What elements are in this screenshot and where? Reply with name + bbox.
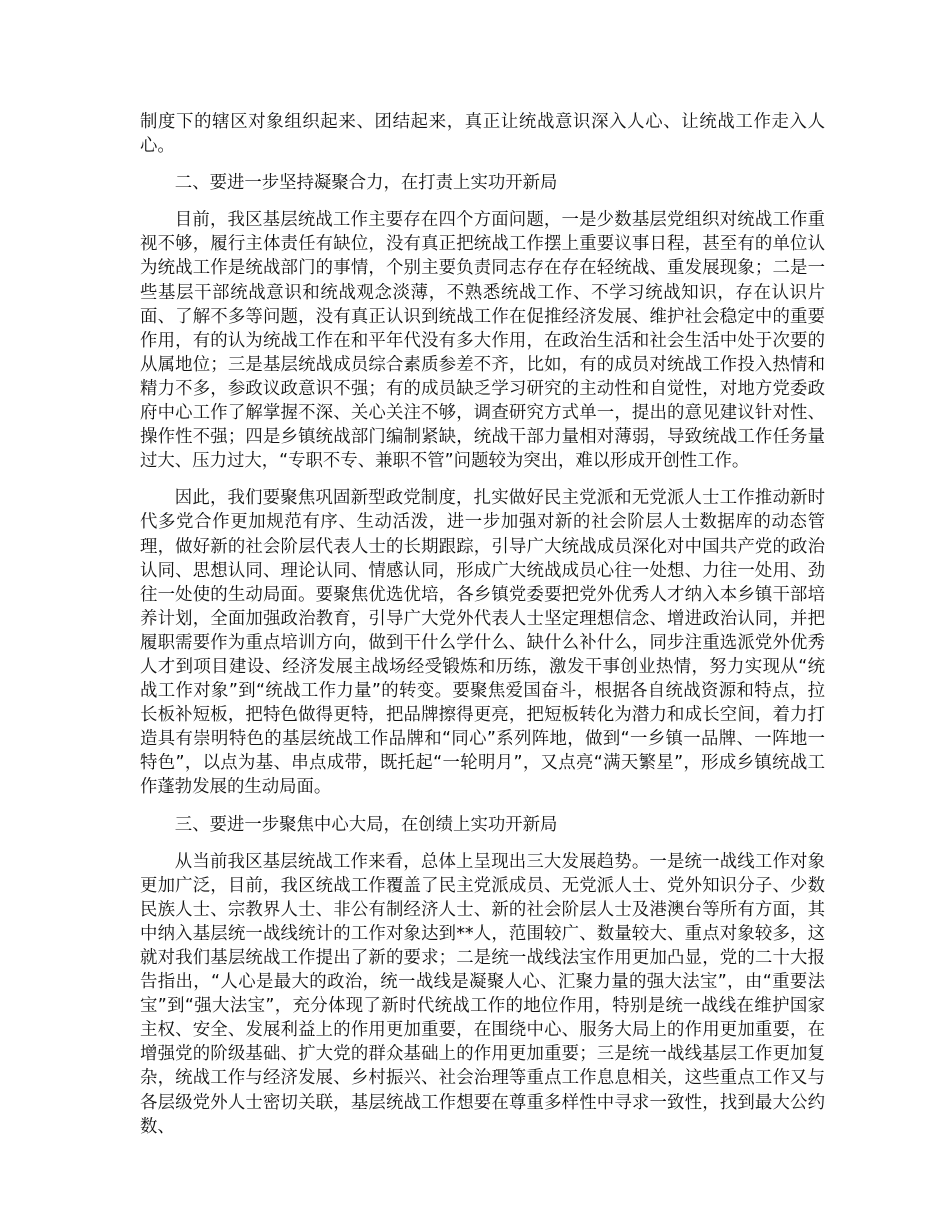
paragraph-problems: 目前，我区基层统战工作主要存在四个方面问题，一是少数基层党组织对统战工作重视不够，履行主体责任有缺位，没有真正把统战工作摆上重要议事日程，甚至有的单位认为统战工作是统战部门的事情，个别主要负责同志存在存在轻统战、重发展现象；二是一些基层干部统战意识和统战观念淡薄，不熟悉统战工作、不学习统战知识，存在认识片面、了解不多等问题，没有真正认识到统战工作在促推经济发展、维护社会稳定中的重要作用，有的认为统战工作在和平年代没有多大作用，在政治生活和社会生活中处于次要的从属地位；三是基层统战成员综合素质参差不齐，比如，有的成员对统战工作投入热情和精力不多，参政议政意识不强；有的成员缺乏学习研究的主动性和自觉性，对地方党委政府中心工作了解掌握不深、关心关注不够，调查研究方式单一，提出的意见建议针对性、操作性不强；四是乡镇统战部门编制紧缺，统战干部力量相对薄弱，导致统战工作任务量过大、压力过大，“专职不专、兼职不管”问题较为突出，难以形成开创性工作。 [140,210,825,472]
paragraph-gap [140,158,825,171]
document-page [140,110,825,1139]
paragraph-gap [140,473,825,486]
section-heading-3: 三、要进一步聚焦中心大局，在创绩上实功开新局 [174,814,558,835]
paragraph-measures: 因此，我们要聚焦巩固新型政党制度，扎实做好民主党派和无党派人士工作推动新时代多党合作更加规范有序、生动活泼，进一步加强对新的社会阶层人士数据库的动态管理，做好新的社会阶层代表人士的长期跟踪，引导广大统战成员深化对中国共产党的政治认同、思想认同、理论认同、情感认同，形成广大统战成员心往一处想、力往一处用、劲往一处使的生动局面。要聚焦优选优培，各乡镇党委要把党外优秀人才纳入本乡镇干部培养计划，全面加强政治教育，引导广大党外代表人士坚定理想信念、增进政治认同，并把履职需要作为重点培训方向，做到干什么学什么、缺什么补什么，同步注重选派党外优秀人才到项目建设、经济发展主战场经受锻炼和历练，激发干事创业热情，努力实现从“统战工作对象”到“统战工作力量”的转变。要聚焦爱国奋斗，根据各自统战资源和特点，拉长板补短板，把特色做得更特，把品牌擦得更亮，把短板转化为潜力和成长空间，着力打造具有崇明特色的基层统战工作品牌和“同心”系列阵地，做到“一乡镇一品牌、一阵地一特色”，以点为基、串点成带，既托起“一轮明月”，又点亮“满天繁星”，形成乡镇统战工作蓬勃发展的生动局面。 [140,488,825,798]
paragraph-gap [140,195,825,208]
paragraph-trends: 从当前我区基层统战工作来看，总体上呈现出三大发展趋势。一是统一战线工作对象更加广泛，目前，我区统战工作覆盖了民主党派成员、无党派人士、党外知识分子、少数民族人士、宗教界人士、非公有制经济人士、新的社会阶层人士及港澳台等所有方面，其中纳入基层统一战线统计的工作对象达到**人，范围较广、数量较大、重点对象较多，这就对我们基层统战工作提出了新的要求；二是统一战线法宝作用更加凸显，党的二十大报告指出，“人心是最大的政治，统一战线是凝聚人心、汇聚力量的强大法宝”，由“重要法宝”到“强大法宝”，充分体现了新时代统战工作的地位作用，特别是统一战线在维护国家主权、安全、发展利益上的作用更加重要，在围绕中心、服务大局上的作用更加重要，在增强党的阶级基础、扩大党的群众基础上的作用更加重要；三是统一战线基层工作更加复杂，统战工作与经济发展、乡村振兴、社会治理等重点工作息息相关，这些重点工作又与各层级党外人士密切关联，基层统战工作想要在尊重多样性中寻求一致性，找到最大公约数、 [140,851,825,1137]
paragraph-gap [140,837,825,850]
section-heading-2: 二、要进一步坚持凝聚合力，在打责上实功开新局 [174,173,558,194]
paragraph-continuation: 制度下的辖区对象组织起来、团结起来，真正让统战意识深入人心、让统战工作走入人心。 [140,112,825,157]
paragraph-gap [140,800,825,813]
